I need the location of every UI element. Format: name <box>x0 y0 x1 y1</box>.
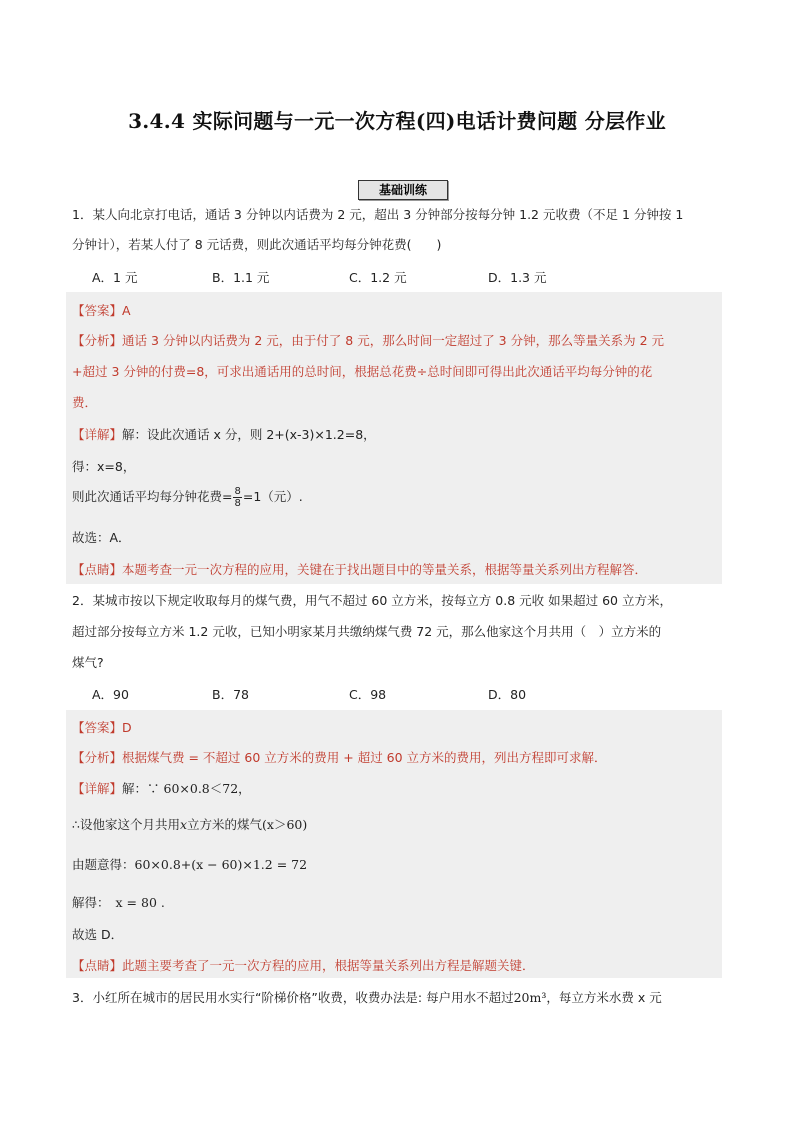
q3-unit: 20m³ <box>513 990 547 1005</box>
q2-detail-2-var: x <box>179 817 188 832</box>
q1-frac-denominator: 8 <box>234 498 241 509</box>
q1-frac-numerator: 8 <box>234 486 241 497</box>
q2-choose: 故选 D． <box>72 927 124 942</box>
q1-choose: 故选：A． <box>72 530 131 545</box>
q1-detail-3 <box>72 486 722 509</box>
q2-detail-2-mid: 立方米的煤气 <box>187 817 263 832</box>
q2-answer: 【答案】D <box>72 720 132 735</box>
q1-option-c: C．1.2 元 <box>349 270 407 285</box>
q1-detail-2: 得：x=8， <box>72 459 136 474</box>
q1-analysis-2: +超过 3 分钟的付费=8，可求出通话用的总时间，根据总花费÷总时间即可得出此次通话平均每分钟的花 <box>72 364 653 379</box>
q2-detail-4-pre: 解得： <box>72 895 110 910</box>
q2-equation: 60×0.8+(x − 60)×1.2 = 72 <box>134 857 308 872</box>
q1-answer: 【答案】A <box>72 303 131 318</box>
q1-option-a: A．1 元 <box>92 270 138 285</box>
q2-option-a: A．90 <box>92 687 129 702</box>
q3-line1 <box>72 988 722 1006</box>
q1-detail-1-text: 解：设此次通话 x 分，则 2+(x-3)×1.2=8， <box>122 427 376 442</box>
q3-line1-post: ，每立方米水费 x 元 <box>546 990 662 1005</box>
q3-line1-pre: 3．小红所在城市的居民用水实行“阶梯价格”收费，收费办法是: 每户用水不超过 <box>72 990 514 1005</box>
q1-option-d: D．1.3 元 <box>488 270 547 285</box>
q2-detail-2 <box>72 815 722 833</box>
q2-detail-3-pre: 由题意得： <box>72 857 135 872</box>
q2-detail-2-cond: (x＞60) <box>262 817 308 832</box>
q2-detail-4 <box>72 893 722 911</box>
q2-detail-2-pre: ∴设他家这个月共用 <box>72 817 180 832</box>
q1-line1: 1．某人向北京打电话，通话 3 分钟以内话费为 2 元，超出 3 分钟部分按每分钟 1.2 元收费（不足 1 分钟按 1 <box>72 207 684 222</box>
section-tag: 基础训练 <box>358 180 448 200</box>
q2-analysis: 【分析】根据煤气费 = 不超过 60 立方米的费用 + 超过 60 立方米的费用，列出方程即可求解． <box>72 750 607 765</box>
q1-detail-3-pre: 则此次通话平均每分钟花费= <box>72 489 233 504</box>
q2-option-d: D．80 <box>488 687 527 702</box>
q1-option-b: B．1.1 元 <box>212 270 270 285</box>
q1-fraction <box>233 486 241 509</box>
q2-solution-eq: x = 80 . <box>115 895 165 910</box>
q2-line1: 2．某城市按以下规定收取每月的煤气费，用气不超过 60 立方米，按每立方 0.8 元收 如果超过 60 立方米， <box>72 593 672 608</box>
q1-analysis-3: 费． <box>72 395 98 410</box>
q2-line3: 煤气? <box>72 655 104 670</box>
q2-option-c: C．98 <box>349 687 387 702</box>
q2-line2: 超过部分按每立方米 1.2 元收，已知小明家某月共缴纳煤气费 72 元，那么他家这个月共用（ ）立方米的 <box>72 624 662 639</box>
q2-detail-1 <box>72 779 722 797</box>
q2-detail-1-text: 解：∵ 60×0.8＜72， <box>122 781 251 796</box>
q2-detail-3 <box>72 855 722 873</box>
q1-line2: 分钟计），若某人付了 8 元话费，则此次通话平均每分钟花费( ) <box>72 237 442 252</box>
q1-detail-1 <box>72 425 722 443</box>
page-title: 3.4.4 实际问题与一元一次方程(四)电话计费问题 分层作业 <box>128 109 666 133</box>
q2-tip: 【点睛】此题主要考查了一元一次方程的应用，根据等量关系列出方程是解题关键． <box>72 958 535 973</box>
q2-option-b: B．78 <box>212 687 249 702</box>
q1-detail-3-post: =1（元）. <box>242 489 303 504</box>
q1-detail-label: 【详解】 <box>72 427 123 442</box>
q1-tip: 【点睛】本题考查一元一次方程的应用，关键在于找出题目中的等量关系，根据等量关系列出方程解答． <box>72 562 648 577</box>
q2-detail-label: 【详解】 <box>72 781 123 796</box>
q1-analysis-1: 【分析】通话 3 分钟以内话费为 2 元，由于付了 8 元，那么时间一定超过了 3 分钟，那么等量关系为 2 元 <box>72 333 665 348</box>
